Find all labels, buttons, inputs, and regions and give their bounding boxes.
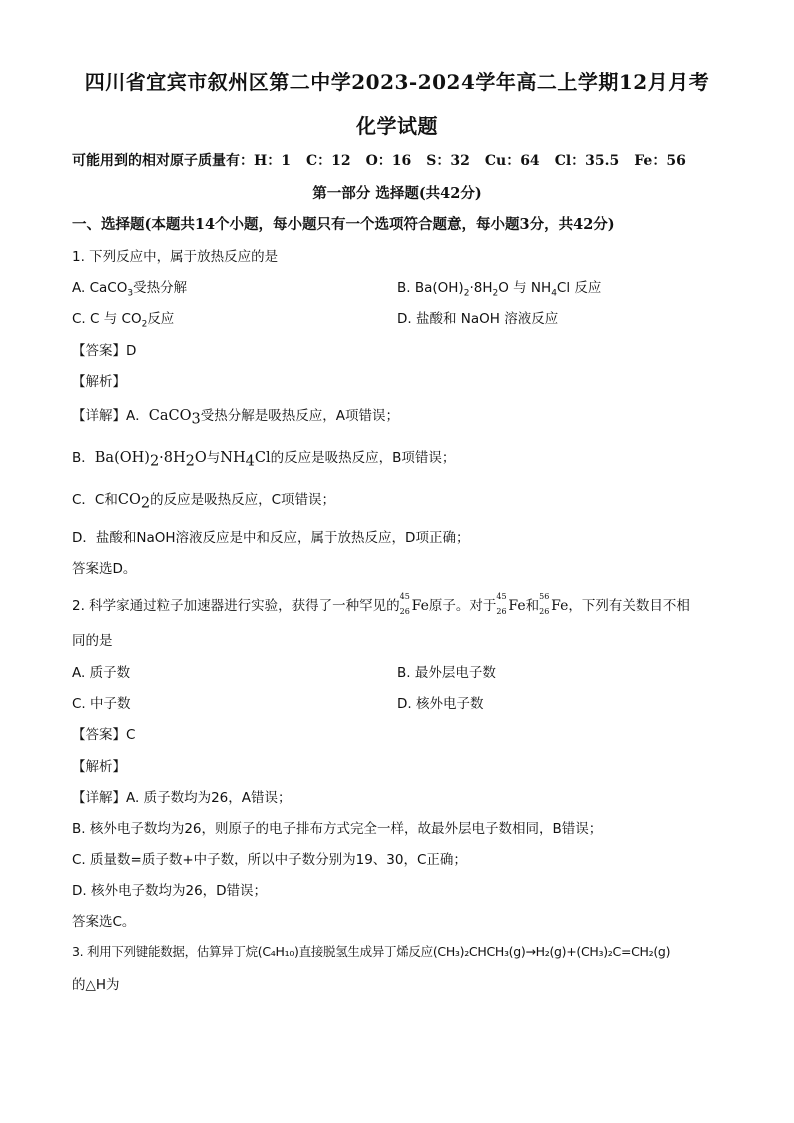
isotope-fe45: 45 26 Fe <box>399 592 429 616</box>
q1-analysis-label: 【解析】 <box>72 374 126 390</box>
q1-detail-b: B．$Ba(OH)_2\cdot 8H_2O$与$NH_4Cl$的反应是吸热反应，B项错误； <box>72 450 456 470</box>
q2-detail-b: B. 核外电子数均为26，则原子的电子排布方式完全一样，故最外层电子数相同，B错误； <box>72 821 603 837</box>
q2-option-c: C. 中子数 <box>72 696 131 712</box>
q1-stem: 1. 下列反应中，属于放热反应的是 <box>72 249 279 265</box>
q3-stem-line2: 的△H为 <box>72 977 120 993</box>
q3-stem: 3. 利用下列键能数据，估算异丁烷(C₄H₁₀)直接脱氢生成异丁烯反应(CH₃)₂CHCH₃(g)→H₂(g)+(CH₃)₂C=CH₂(g) <box>72 944 671 959</box>
q2-conclusion: 答案选C。 <box>72 914 136 930</box>
q2-stem: 2. 科学家通过粒子加速器进行实验，获得了一种罕见的 45 26 Fe原子。对于 45 26 Fe和 56 26 Fe，下列有关数目不相 <box>72 592 690 616</box>
q2-option-d: D. 核外电子数 <box>397 696 484 712</box>
page-subtitle: 化学试题 <box>356 114 438 138</box>
q1-detail-d: D．盐酸和NaOH溶液反应是中和反应，属于放热反应，D项正确； <box>72 530 470 546</box>
part-heading: 第一部分 选择题(共42分) <box>312 185 482 202</box>
q2-option-b: B. 最外层电子数 <box>397 665 496 681</box>
atomic-masses-label: 可能用到的相对原子质量有： <box>72 153 254 169</box>
q1-option-c: C. C 与 $CO_2$反应 <box>72 311 175 330</box>
atomic-masses: 可能用到的相对原子质量有：H：1 C：12 O：16 S：32 Cu：64 Cl：35.5 Fe：56 <box>72 153 686 169</box>
q2-analysis-label: 【解析】 <box>72 759 126 775</box>
q1-option-a: A. CaCO$_3$受热分解 <box>72 280 188 299</box>
q1-answer: 【答案】D <box>72 343 137 359</box>
section-heading: 一、选择题(本题共14个小题，每小题只有一个选项符合题意，每小题3分，共42分) <box>72 216 615 233</box>
isotope-fe56: 56 26 Fe <box>539 592 569 616</box>
q2-detail-a: 【详解】A. 质子数均为26，A错误； <box>72 790 292 806</box>
q2-detail-d: D. 核外电子数均为26，D错误； <box>72 883 268 899</box>
q1-detail-c: C．C和$CO_2$的反应是吸热反应，C项错误； <box>72 492 336 512</box>
q1-conclusion: 答案选D。 <box>72 561 137 577</box>
q2-stem-line2: 同的是 <box>72 633 113 649</box>
q2-option-a: A. 质子数 <box>72 665 131 681</box>
page-title: 四川省宜宾市叙州区第二中学2023-2024学年高二上学期12月月考 <box>84 70 710 94</box>
q1-option-b: B. $Ba(OH)_2\cdot 8H_2O$ 与 $NH_4Cl$ 反应 <box>397 280 602 299</box>
q2-answer: 【答案】C <box>72 727 136 743</box>
q1-detail-a: 【详解】A．CaCO$_3$受热分解是吸热反应，A项错误； <box>72 408 399 428</box>
isotope-fe45: 45 26 Fe <box>496 592 526 616</box>
q2-detail-c: C. 质量数=质子数+中子数，所以中子数分别为19、30，C正确； <box>72 852 467 868</box>
q1-option-d: D. 盐酸和 NaOH 溶液反应 <box>397 311 559 327</box>
